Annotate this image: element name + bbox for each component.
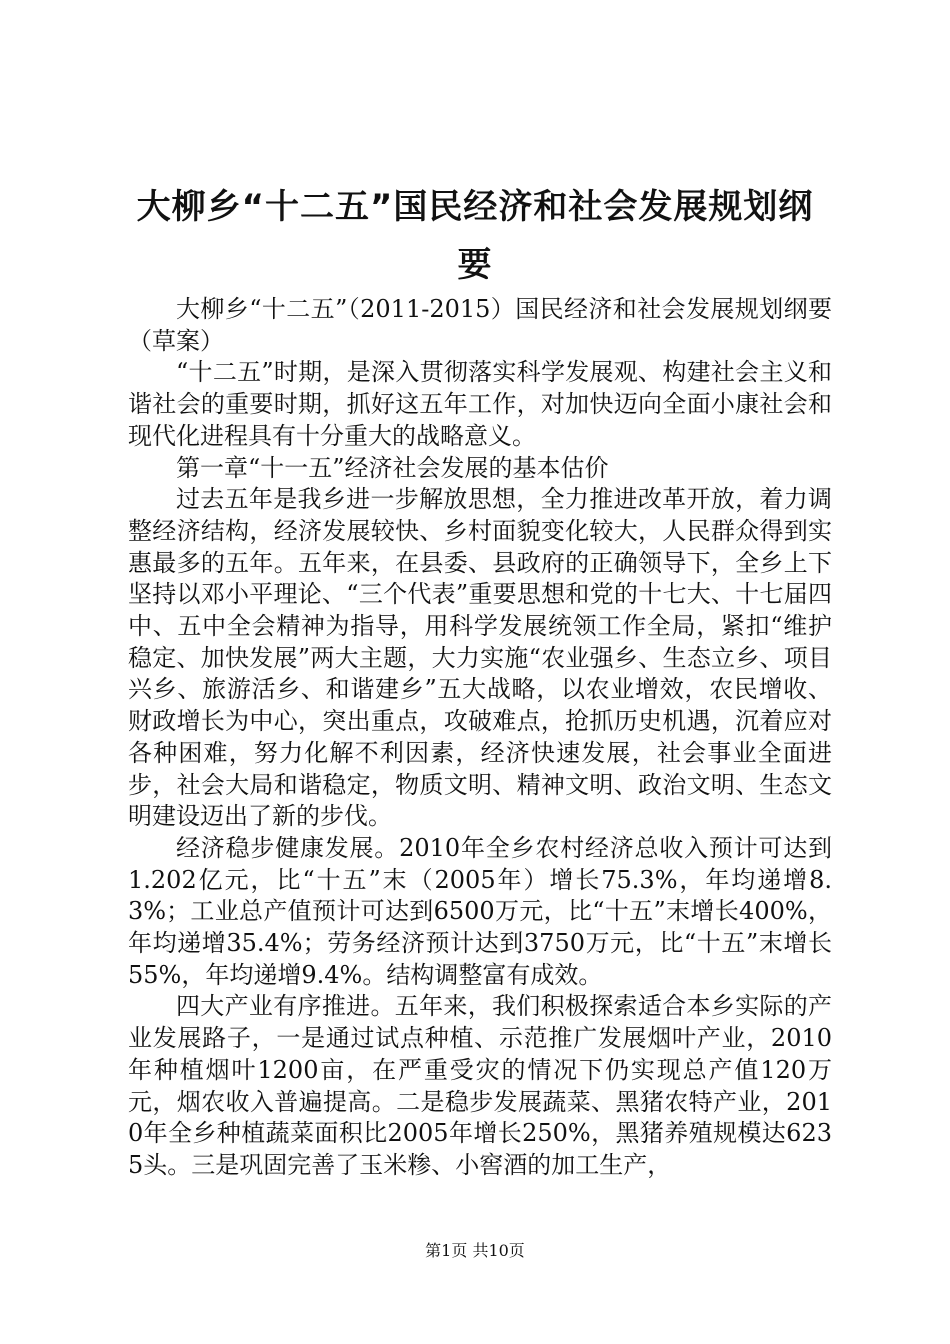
paragraph-industries: 四大产业有序推进。五年来，我们积极探索适合本乡实际的产业发展路子，一是通过试点种植、示范推广发展烟叶产业，2010年种植烟叶1200亩，在严重受灾的情况下仍实现总产值120万元，烟农收入普遍提高。二是稳步发展蔬菜、黑猪农特产业，2010年全乡种植蔬菜面积比2005年增长250%，黑猪养殖规模达6235头。三是巩固完善了玉米糁、小窖酒的加工生产，: [128, 992, 832, 1179]
paragraph-subtitle: 大柳乡“十二五”（2011-2015）国民经济和社会发展规划纲要（草案）: [128, 295, 832, 355]
document-body: [128, 294, 832, 1182]
paragraph-review: 过去五年是我乡进一步解放思想，全力推进改革开放，着力调整经济结构，经济发展较快、乡村面貌变化较大，人民群众得到实惠最多的五年。五年来，在县委、县政府的正确领导下，全乡上下坚持以邓小平理论、“三个代表”重要思想和党的十七大、十七届四中、五中全会精神为指导，用科学发展统领工作全局，紧扣“维护稳定、加快发展”两大主题，大力实施“农业强乡、生态立乡、项目兴乡、旅游活乡、和谐建乡”五大战略，以农业增效，农民增收、财政增长为中心，突出重点，攻破难点，抢抓历史机遇，沉着应对各种困难，努力化解不利因素，经济快速发展，社会事业全面进步，社会大局和谐稳定，物质文明、精神文明、政治文明、生态文明建设迈出了新的步伐。: [128, 485, 832, 831]
chapter-heading: 第一章“十一五”经济社会发展的基本估价: [176, 453, 609, 482]
paragraph-economy: 经济稳步健康发展。2010年全乡农村经济总收入预计可达到1.202亿元，比“十五”末（2005年）增长75.3%，年均递增8.3%；工业总产值预计可达到6500万元，比“十五”末增长400%，年均递增35.4%；劳务经济预计达到3750万元，比“十五”末增长55%，年均递增9.4%。结构调整富有成效。: [128, 833, 832, 989]
document-title: 大柳乡“十二五”国民经济和社会发展规划纲要: [136, 187, 814, 285]
page-footer: 第1页 共10页: [425, 1241, 525, 1260]
paragraph-intro: “十二五”时期，是深入贯彻落实科学发展观、构建社会主义和谐社会的重要时期，抓好这五年工作，对加快迈向全面小康社会和现代化进程具有十分重大的战略意义。: [128, 358, 832, 450]
